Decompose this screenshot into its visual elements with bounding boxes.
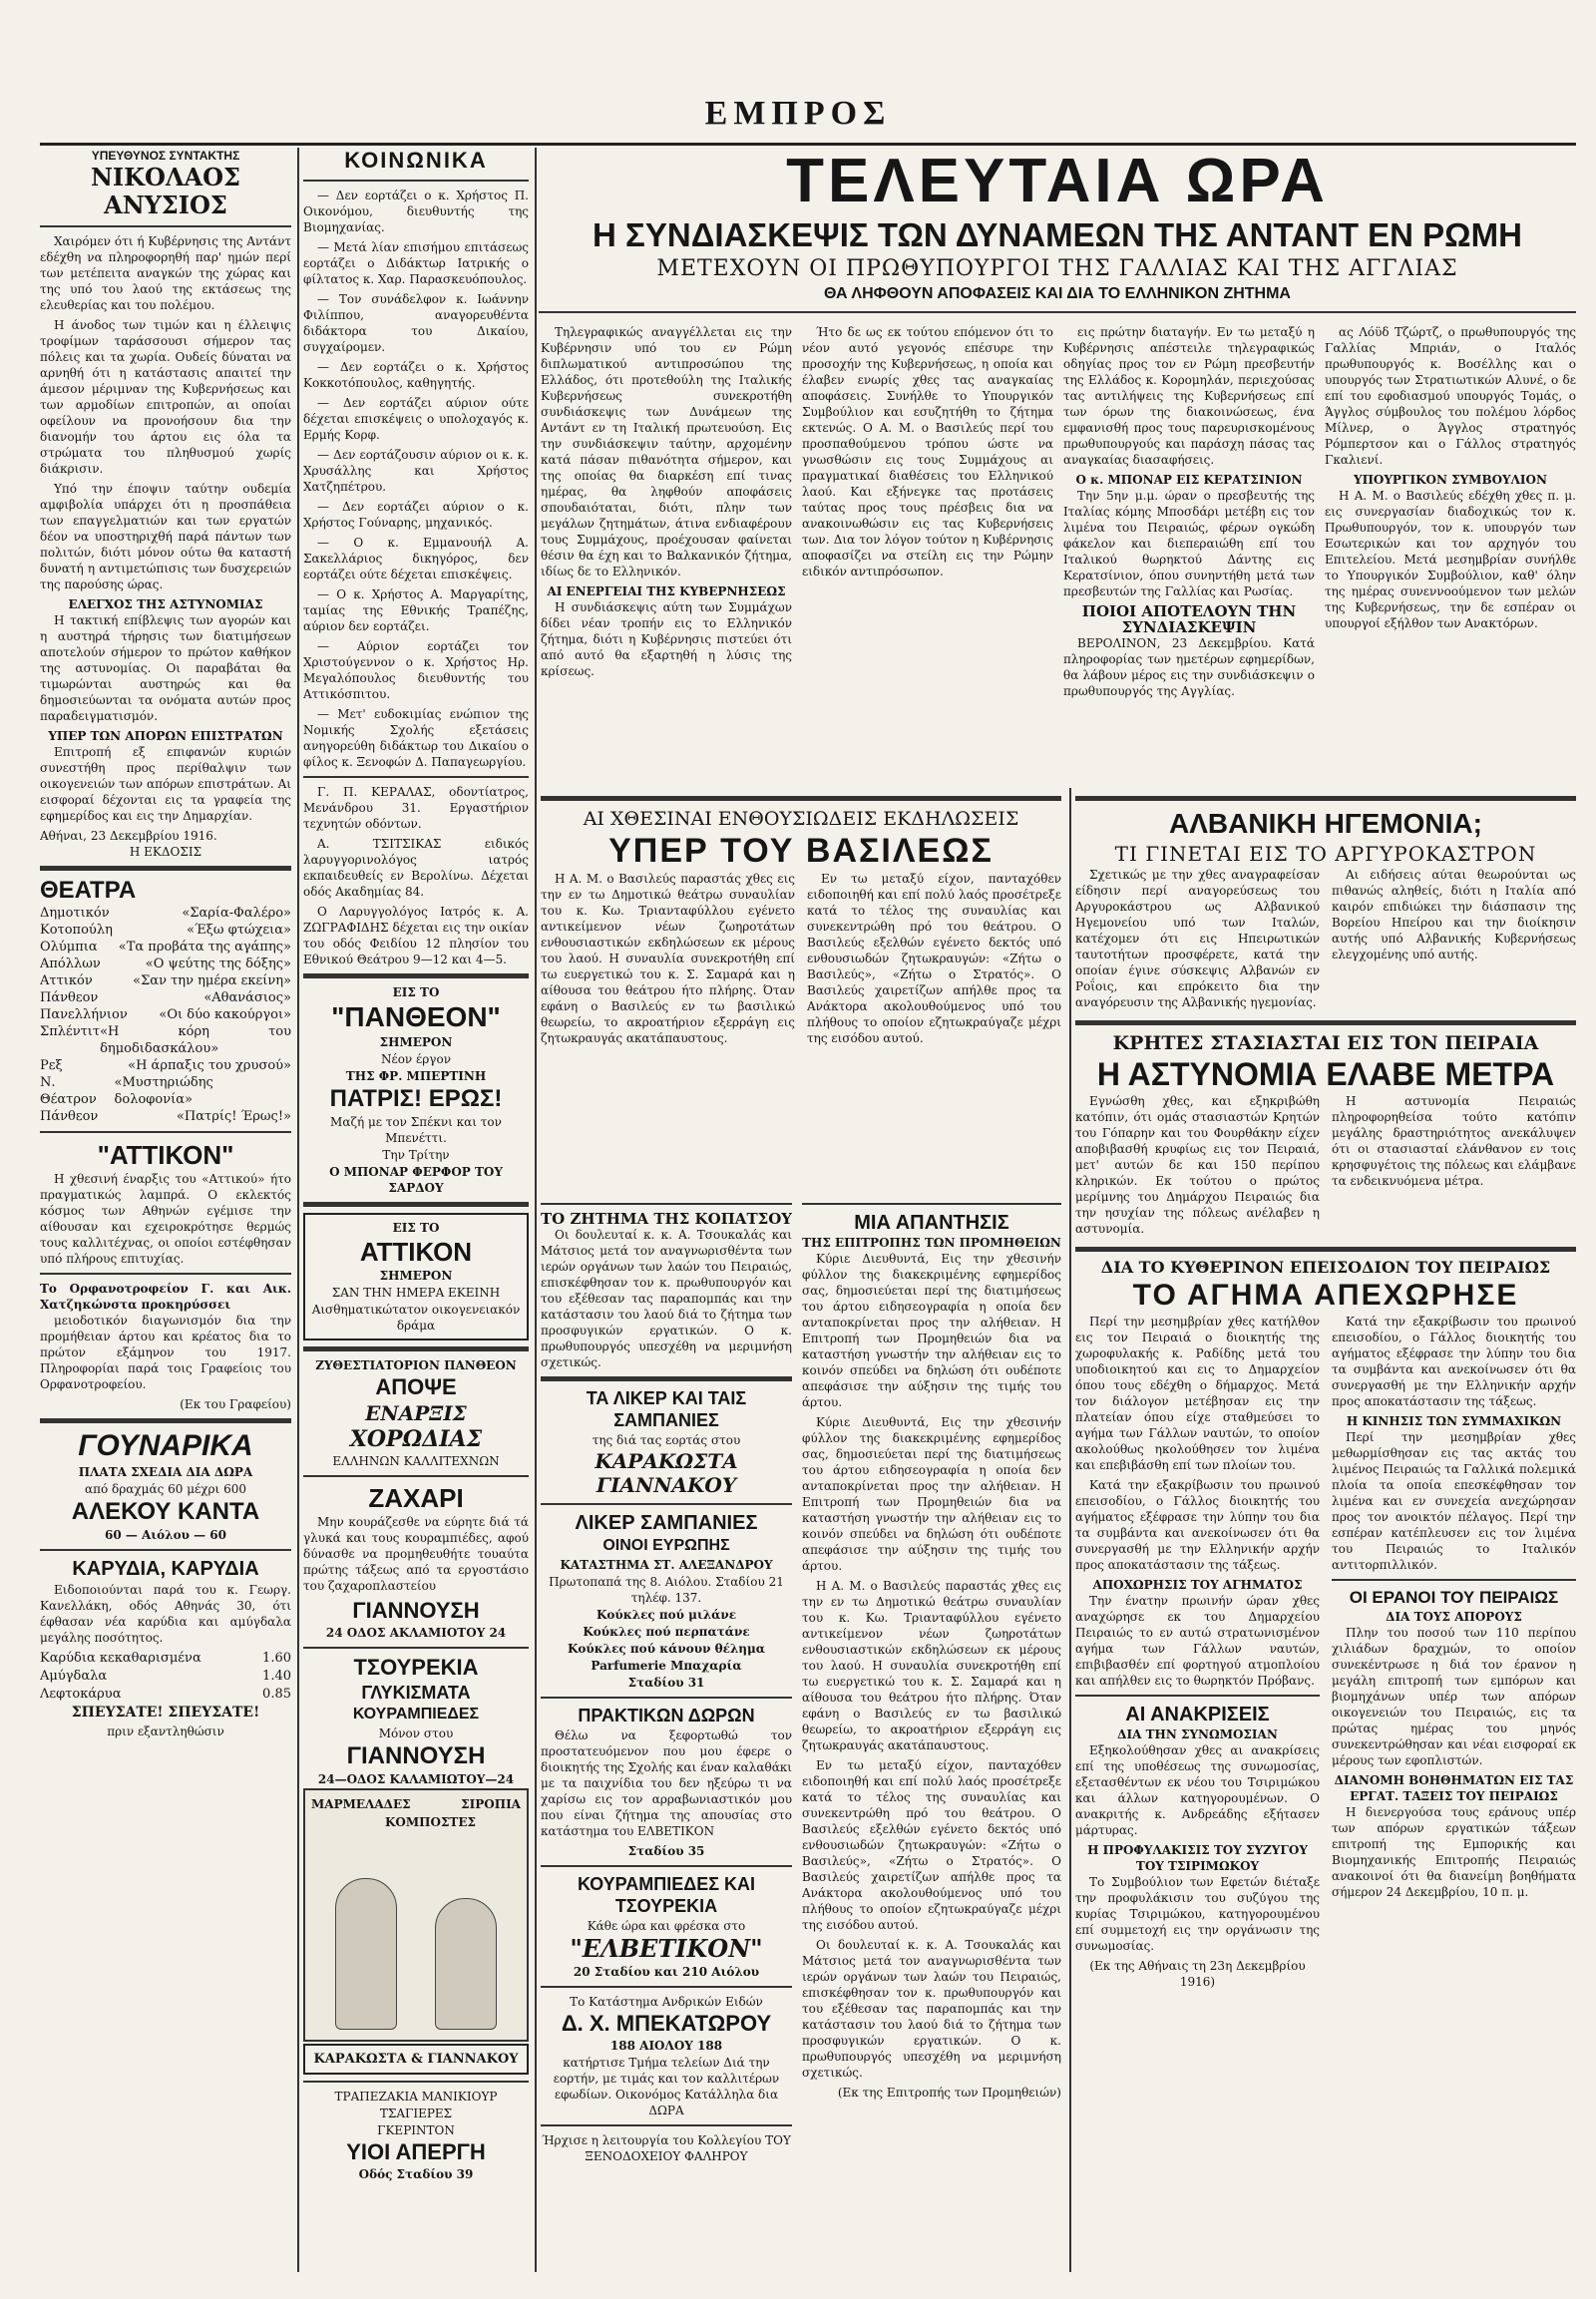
social-entry: — Δεν εορτάζει ο κ. Χρήστος Π. Οικονόμου, διευθυντής της Βιομηχανίας.: [303, 189, 529, 234]
masthead: [0, 95, 1596, 143]
store-line: Κούκλες πού μιλάνε: [596, 1608, 737, 1622]
theatre-name: Αττικόν: [40, 973, 93, 988]
ad-walnuts: [40, 1557, 291, 1739]
paragraph: Περί την μεσημβρίαν χθες κατήλθον εις τον Πειραιά ο διοικητής της χωροφυλακής κ. Ραδίδης μετά του υποδιοικητού και εις το Δημαρχείον όπου τους εδέχθη ο δήμαρχος. Μετά τον διάλογον μετέβησαν εις την πλατείαν όπου είχε σταθμεύσει το αγήμα των Γάλλων ναυτών, το οποίον ακολούθως ηκολούθησεν τον λιμένα και επεβιβάσθη επί των πλοίων του.: [1075, 1315, 1320, 1472]
column-rule: [297, 148, 299, 2272]
cretans-headline: Η ΑΣΤΥΝΟΜΙΑ ΕΛΑΒΕ ΜΕΤΡΑ: [1096, 1056, 1555, 1092]
banner-subhead2: ΘΑ ΛΗΦΘΟΥΝ ΑΠΟΦΑΣΕΙΣ ΚΑΙ ΔΙΑ ΤΟ ΕΛΛΗΝΙΚΟΝ ΖΗΤΗΜΑ: [824, 285, 1291, 302]
price-item: Αμύγδαλα: [40, 1669, 108, 1684]
divider: [303, 180, 529, 182]
paragraph: Η Α. Μ. ο Βασιλεύς εδέχθη χθες π. μ. εις συνεργασίαν διαδοχικώς τον κ. Πρωθυπουργόν, τον κ. υπουργόν των Εσωτερικών και τον αρχηγόν του Επιτελείου. Μετά μεσημβρίαν συνήλθε το Υπουργικόν Συμβούλιον, καθ' όλην της ημέρας συνεννοούμενον των μελών της Κυβερνήσεως, την δε εσπέραν οι υπουργοί εξήλθον των Ανακτόρων.: [1325, 489, 1576, 630]
ad-gifts: [541, 1705, 792, 1859]
theatre-play: «Η άρπαξις του χρυσού»: [128, 1058, 291, 1073]
paragraph: Η αστυνομία Πειραιώς πληροφορηθείσα τούτο κατόπιν μεγάλης δραστηριότητος ανεκάλυψεν ότι οι στασιασταί ελάνθανον εν τοις κρησφυγέτοις της πόλεως και ελάμβανε τα ενδεικνυόμενα μέτρα.: [1332, 1094, 1576, 1188]
ad-last: Ο ΜΠΟΝΑΡ ΦΕΡΦΟΡ ΤΟΥ ΣΑΡΔΟΥ: [329, 1165, 503, 1195]
paragraph: εις πρώτην διαταγήν. Εν τω μεταξύ η Κυβέρνησις απέστειλε τηλεγραφικώς οδηγίας προς τον εν Ρώμη πρεσβευτήν της Ελλάδος κ. Κορομηλάν, περιεχούσας τας αντιλήψεις της Κυβερνήσεως επί των όρων της διακοινώσεως, ένα εμφανισθή προς τους παρευρισκομένους πρωθυπουργούς και παράσχη πάσας τας αναγκαίας διασαφήσεις.: [1063, 325, 1315, 467]
paragraph: Θέλω να ξεφορτωθώ τον προστατευόμενον που μου έφερε ο διοικητής της Σχολής και έναν καλαθάκι με τα παιχνίδια του δεν ηξεύρω τι να χαρίσω εις τον αρραβωνιαστικόν μου που είναι ζήτημα της απουσίας στο κατάστημα του ΕΛΒΕΤΙΚΟΝ: [541, 1728, 792, 1838]
paragraph: Η Α. Μ. ο Βασιλεύς παραστάς χθες εις την εν τω Δημοτικώ θεάτρω συναυλίαν του κ. Κω. Τριανταφύλλου εγένετο αντικείμενον νέων ζωηροτάτων ενθουσιαστικών εκδηλώσεων εκ μέρους του λαού. Η συναυλία συνεκροτήθη επί τω ευεργετικώ του κ. Σ. Σαμαρά και η αίθουσα του θεάτρου ήτο πλήρης. Όταν εφάνη ο Βασιλεύς εν τω βασιλικώ θεωρείω, το ακροατήριον εξερράγη εις ζητωκραυγάς ακατάπαυστους.: [541, 872, 795, 1045]
ad-sugar-title: ΖΑΧΑΡΙ: [368, 1483, 464, 1513]
ad-store-addr: Πρωτοπαπά της 8. Αιόλου. Σταδίου 21 τηλέφ. 137.: [549, 1575, 784, 1605]
ad-author: ΤΗΣ ΦΡ. ΜΠΕΡΤΙΝΗ: [345, 1069, 487, 1083]
ad-elvetikon-name: "ΕΛΒΕΤΙΚΟΝ": [570, 1934, 763, 1963]
paragraph: Εν τω μεταξύ είχον, πανταχόθεν ειδοποιηθή και επί πολύ λαός προσέτρεξε κατά το τέλος της συναυλίας και συνεκεντρώθη πρό του θεάτρου. Ο Βασιλεύς εξελθών εγένετο δεκτός υπό ενθουσιωδών ζητωκραυγών: «Ζήτω ο Βασιλεύς», «Ζήτω ο Στρατός». Ο Βασιλεύς χαιρετίζων απήλθε προς τα Ανάκτορα ακολουθούμενος υπό του πλήθους το οποίον εζητωκραύγαζε μέχρι της εισόδου αυτού.: [807, 872, 1061, 1045]
signoff: Η ΕΚΔΟΣΙΣ: [129, 845, 202, 859]
ad-pre: ΕΙΣ ΤΟ: [392, 1221, 440, 1235]
ad-furs-title: ΓΟΥΝΑΡΙΚΑ: [78, 1429, 253, 1462]
column-right: [1075, 790, 1576, 2272]
eranoi-title: ΟΙ ΕΡΑΝΟΙ ΤΟΥ ΠΕΙΡΑΙΩΣ: [1349, 1588, 1559, 1607]
paragraph: Εξηκολούθησαν χθες αι ανακρίσεις επί της υποθέσεως της συνωμοσίας, εξετασθέντων εκ νέου του Τσιριμώκου και άλλων κατηγορουμένων. Ο ανακριτής κ. Ανδρεάδης εξήτασεν μάρτυρας.: [1075, 1743, 1320, 1837]
social-entry: — Δεν εορτάζει αύριον ο κ. Χρήστος Γούναρης, μηχανικός.: [303, 500, 529, 530]
theatre-name: Πανελλήνιον: [40, 1007, 128, 1022]
paragraph: Αι ειδήσεις αύται θεωρούνται ως πιθανώς αληθείς, διότι η Ιταλία από καιρόν επιδιώκει την διάσπασιν της Βορείου Ηπείρου και την διοίκησιν αυτής υπό Αλβανικής Κυβερνήσεως ελεγχομένης υπό αυτής.: [1332, 868, 1576, 961]
theatre-row: [40, 905, 291, 922]
column-rule: [1069, 788, 1071, 2272]
theatre-row: [40, 1057, 291, 1074]
divider: [303, 776, 529, 778]
ad-bek-pre: Το Κατάστημα Ανδρικών Ειδών: [570, 1995, 763, 2009]
theatre-row: [40, 939, 291, 956]
ad-addr: Οδός Σταδίου 39: [358, 2167, 474, 2181]
theatre-play: «Σαρία-Φαλέρο»: [182, 906, 291, 921]
article-king-title: ΑΙ ΧΘΕΣΙΝΑΙ ΕΝΘΟΥΣΙΩΔΕΙΣ ΕΚΔΗΛΩΣΕΙΣ: [583, 808, 1019, 830]
social-entry: — Ο κ. Χρήστος Α. Μαργαρίτης, ταμίας της Εθνικής Τραπέζης, αύριον δεν εορτάζει.: [303, 587, 529, 633]
paragraph: κατήρτισε Τμήμα τελείων Διά την εορτήν, με τιμάς και τον καλλιτέρων εφωδίων. Οικονόμος Κατάλληλα δια ΔΩΡΑ: [553, 2056, 780, 2117]
ad-kourampiedes: ΚΟΥΡΑΜΠΙΕΔΕΣ: [352, 1706, 480, 1723]
attikon-heading: "ΑΤΤΙΚΟΝ": [97, 1140, 234, 1170]
ad-liker: [541, 1387, 792, 1497]
ad-furs-price: από δραχμάς 60 μέχρι 600: [85, 1482, 246, 1496]
date-line: Αθήναι, 23 Δεκεμβρίου 1916.: [40, 829, 217, 843]
banner: [539, 148, 1576, 319]
column-rule: [535, 148, 537, 2272]
ill-label: ΜΑΡΜΕΛΑΔΕΣ: [311, 1797, 411, 1811]
paragraph: Η συνδιάσκεψις αύτη των Συμμάχων δίδει νέαν τροπήν εις το Ελληνικόν ζήτημα, διότι η Κυβέρνησις πιστεύει ότι από αυτό θα εξαρτηθή η λύσις της κρίσεως.: [541, 600, 792, 678]
ad-walnuts-title: ΚΑΡΥΔΙΑ, ΚΑΡΥΔΙΑ: [72, 1558, 259, 1580]
ad-pre: ΕΙΣ ΤΟ: [392, 985, 440, 999]
paragraph: Περί την μεσημβρίαν χθες μεθωρμίσθησαν εις τας ακτάς του λιμένος Πειραιώς τα Γαλλικά πολεμικά πλοία τα οποία επεσκέφθησαν τον λιμένα και εν συνεχεία ανεχώρησαν προς τον ανοικτόν πέλαγος. Περί την εσπέραν κατέπλευσεν εις τον λιμένα του Πειραιώς το Ιταλικόν αντιτορπιλλικόν.: [1332, 1430, 1576, 1572]
subhead: ΥΠΟΥΡΓΙΚΟΝ ΣΥΜΒΟΥΛΙΟΝ: [1354, 473, 1547, 487]
ad-pantheon: [303, 984, 529, 1196]
subhead: ΠΟΙΟΙ ΑΠΟΤΕΛΟΥΝ ΤΗΝ ΣΥΝΔΙΑΣΚΕΨΙΝ: [1081, 602, 1297, 636]
store-line: Σταδίου 31: [627, 1676, 705, 1690]
ad-addr: 20 Σταδίου και 210 Αιόλου: [573, 1965, 760, 1979]
editor-name: ΝΙΚΟΛΑΟΣ ΑΝΥΣΙΟΣ: [90, 163, 241, 219]
paragraph: Η χθεσινή έναρξις του «Αττικού» ήτο πραγματικώς λαμπρά. Ο εκλεκτός κόσμος των Αθηνών εγέμισε την αίθουσαν και εχειροκρότησε θερμώς τους καλλιτέχνας, οι οποίοι εστέφθησαν υπό πλήρους επιτυχίας.: [40, 1172, 291, 1266]
divider: [1075, 1020, 1576, 1025]
column-reply: [802, 1197, 1061, 2272]
incident-title: ΔΙΑ ΤΟ ΚΥΘΕΡΙΝΟΝ ΕΠΕΙΣΟΔΙΟΝ ΤΟΥ ΠΕΙΡΑΙΩΣ: [1100, 1258, 1551, 1277]
theatre-name: Πάνθεον: [40, 990, 99, 1005]
store-line: Κούκλες πού κάνουν θέλημα: [567, 1642, 766, 1656]
top-article-col4: [1325, 324, 1576, 783]
social-entry: — Μετ' ευδοκιμίας ενώπιον της Νομικής Σχολής εξετάσεις ανηγορεύθη διδάκτωρ του Δικαίου ο φίλος κ. Ξενοφών Δ. Παπαγεωργίου.: [303, 707, 529, 769]
incident-headline: ΤΟ ΑΓΗΜΑ ΑΠΕΧΩΡΗΣΕ: [1132, 1279, 1519, 1312]
ad-addr: 24 ΟΔΟΣ ΑΚΛΑΜΙΟΤΟΥ 24: [325, 1626, 507, 1640]
divider: [541, 1503, 792, 1505]
social-entry: — Αύριον εορτάζει τον Χριστούγεννον ο κ. Χρήστος Ηρ. Μεγαλόπουλος διευθυντής του Αττικόσπιτου.: [303, 639, 529, 701]
paragraph: Πλην του ποσού των 110 περίπου χιλιάδων δραχμών, το οποίον συνεκέντρωσε η διά τον έρανον η μεγάλη επιτροπή των εμπόρων και βιομηχάνων υπέρ των απόρων οικογενειών του Πειραιώς, εις τα πρώτας ημέρας του μηνός συνεκεντρώθησαν και νέαι εισφοραί εκ μέρους των εφοπλιστών.: [1332, 1626, 1576, 1767]
subhead: Ο κ. ΜΠΟΝΑΡ ΕΙΣ ΚΕΡΑΤΣΙΝΙΟΝ: [1075, 473, 1303, 487]
ad-walnuts-foot: ΣΠΕΥΣΑΤΕ! ΣΠΕΥΣΑΤΕ!: [71, 1705, 260, 1721]
ad-attikon-title: ΑΤΤΙΚΟΝ: [359, 1237, 473, 1267]
subhead: Η ΠΡΟΦΥΛΑΚΙΣΙΣ ΤΟΥ ΣΥΖΥΓΟΥ ΤΟΥ ΤΣΙΡΙΜΩΚΟΥ: [1087, 1843, 1308, 1873]
theatre-play: «Μυστηριώδης δολοφονία»: [114, 1075, 213, 1107]
theatre-row: [40, 1006, 291, 1023]
divider: [541, 1376, 792, 1381]
divider: [541, 1986, 792, 1988]
signoff: (Εκ του Γραφείου): [180, 1397, 291, 1411]
store-line: Parfumerie Μπαχαρία: [591, 1659, 742, 1673]
price-row: [40, 1668, 291, 1685]
theatre-play: «Ο ψεύτης της δόξης»: [145, 957, 291, 971]
divider: [303, 973, 529, 978]
divider: [802, 1203, 1061, 1205]
ad-giannousi: ΓΙΑΝΝΟΥΣΗ: [346, 1742, 486, 1769]
ad-doctor: Α. ΤΣΙΤΣΙΚΑΣ ειδικός λαρυγγορινολόγος ιατρός εκπαιδευθείς εν Βερολίνω. Δέχεται οδός Ακαδημίας 84.: [303, 837, 529, 899]
social-entry: — Ο κ. Εμμανουήλ Α. Σακελλάριος δικηγόρος, δεν εορτάζει ούτε δέχεται επισκέψεις.: [303, 536, 529, 581]
masthead-rule: [40, 143, 1576, 146]
column-editor: [40, 148, 291, 2272]
paragraph: Η άνοδος των τιμών και η έλλειψις τροφίμων ταράσσουσι σήμερον τας πόλεις και τα χωρία. Ουδείς δύναται να αρνηθή ότι η κατάστασις απαιτεί την άμεσον μέριμναν της Κυβερνήσεως και των αρμοδίων επιτροπών, αι οποίαι οφείλουν να προνοήσουν δια την διανομήν του άρτου εις όλα τα στρώματα του πληθυσμού χωρίς διάκρισιν.: [40, 318, 291, 476]
ad-store-name: ΚΑΤΑΣΤΗΜΑ ΣΤ. ΑΛΕΞΑΝΔΡΟΥ: [560, 1558, 773, 1572]
masthead-title: ΕΜΠΡΟΣ: [704, 95, 892, 132]
albania-title: ΑΛΒΑΝΙΚΗ ΗΓΕΜΟΝΙΑ;: [1169, 808, 1482, 839]
theatre-name: Απόλλων: [40, 957, 101, 971]
top-article-col3: [1063, 324, 1315, 783]
social-entry: — Τον συνάδελφον κ. Ιωάννην Φιλίππου, αναγορευθέντα διδάκτορα του Δικαίου, συγχαίρομεν.: [303, 292, 529, 354]
paragraph: ΒΕΡΟΛΙΝΟΝ, 23 Δεκεμβρίου. Κατά πληροφορίας των ημετέρων εφημερίδων, θα λάβουν μέρος εις την συνδιάσκεψιν ο πρωθυπουργός της Αγγλίας.: [1063, 636, 1315, 698]
ad-addr: 24—ΟΔΟΣ ΚΑΛΑΜΙΩΤΟΥ—24: [317, 1772, 515, 1786]
divider: [40, 1273, 291, 1275]
paragraph: Τηλεγραφικώς αναγγέλλεται εις την Κυβέρνησιν υπό του εν Ρώμη διπλωματικού αντιπροσώπου της Ελλάδος, ότι προτεθούλη της Ιταλικής Κυβερνήσεως συνεκροτήθη συνδιάσκεψις των Δυνάμεων της Αντάντ εν τη Ιταλική πρωτευούση. Εις την συνδιάσκεψιν ταύτην, αρχομένην κατά πάσαν πιθανότητα σήμερον, και της οποίας θα διαρκέση επί τινας ημέρας, θα ληφθούν αποφάσεις σπουδαιόταται, διότι, πλην των μεγάλων ζητημάτων, άτινα ενδιαφέρουν τους Συμμάχους, προέχουσαν φαίνεται θέσιν θα έχη και το Βαλκανικόν ζήτημα, ιδίως δε το Ελληνικόν.: [541, 325, 792, 578]
theatre-play: «Σαν την ημέρα εκείνη»: [133, 973, 291, 988]
divider: [541, 2124, 792, 2126]
paragraph: Η τακτική επίβλεψις των αγορών και η αυστηρά τήρησις των διατιμήσεων αποτελούν σήμερον το πρώτον καθήκον της αστυνομίας. Οι παραβάται θα τιμωρώνται αυστηρώς και θα δημοσιεύωνται τα ονόματα αυτών προς παραδειγματισμόν.: [40, 613, 291, 723]
intro-paragraph: Χαιρόμεν ότι ή Κυβέρνησις της Αντάντ εδέχθη να πληροφορηθή παρ' ημών περί των μετέπειτα αναγκών της χώρας και της υπό του λαού της εκτάσεως της ελευθερίας και του πολέμου.: [40, 234, 291, 312]
top-article-col1: [541, 324, 792, 783]
banner-headline: Η ΣΥΝΔΙΑΣΚΕΨΙΣ ΤΩΝ ΔΥΝΑΜΕΩΝ ΤΗΣ ΑΝΤΑΝΤ ΕΝ ΡΩΜΗ: [593, 216, 1522, 253]
signoff: (Εκ της Επιτροπής των Προμηθειών): [837, 2086, 1061, 2100]
ad-elvetikon: [541, 1873, 792, 1980]
paragraph: Ήτο δε ως εκ τούτου επόμενον ότι το νέον αυτό γεγονός επέσυρε την προσοχήν της Κυβερνήσεως, η οποία και έλαβεν ενωρίς χθες τας αναγκαίας αποφάσεις. Συνήλθε το Υπουργικόν Συμβούλιον και εσυζητήθη το ζήτημα εκτενώς. Ο Α. Μ. ο Βασιλεύς περί του προσπαθούμενου τρόπου ώστε να γνωσθώσιν εις τους Συμμάχους αι πραγματικαί διαθέσεις του Ελληνικού λαού. Και εξήνεγκε τας προτάσεις ταύτας προς τους πρέσβεις δια να ανακοινωθώσιν εις τας Κυβερνήσεις των. Δια τον λόγον τούτον η Κυβέρνησις αποφασίζει να στείλη εις την Ρώμην ειδικόν αντιπρόσωπον.: [802, 325, 1053, 578]
ad-bekatorou: [541, 1994, 792, 2118]
theatre-play: «Τα προβάτα της αγάπης»: [118, 940, 291, 955]
ad-brewery-name: ΖΥΘΕΣΤΙΑΤΟΡΙΟΝ ΠΑΝΘΕΟΝ: [315, 1358, 517, 1372]
inv-sub: ΔΙΑ ΤΗΝ ΣΥΝΩΜΟΣΙΑΝ: [1117, 1727, 1278, 1741]
paragraph: Η Α. Μ. ο Βασιλεύς παραστάς χθες εις την εν τω Δημοτικώ θεάτρω συναυλίαν του κ. Κω. Τριανταφύλλου εγένετο αντικείμενον νέων ζωηροτάτων ενθουσιαστικών εκδηλώσεων εκ μέρους του λαού. Η συναυλία συνεκροτήθη επί τω ευεργετικώ του κ. Σ. Σαμαρά και η αίθουσα του θεάτρου ήτο πλήρης. Όταν εφάνη ο Βασιλεύς εν τω βασιλικώ θεωρείω, το ακροατήριον εξερράγη εις ζητωκραυγάς ακατάπαυστους.: [802, 1579, 1061, 1752]
price-row: [40, 1650, 291, 1667]
store-lines: [541, 1607, 792, 1691]
theatre-play: «Η κόρη του δημοδιδασκάλου»: [100, 1024, 291, 1056]
ad-cast: Μαζή με τον Σπέκνι και τον Μπενέττι.: [330, 1115, 502, 1145]
ad-new: Νέον έργον: [380, 1052, 451, 1066]
article-king-headline: ΥΠΕΡ ΤΟΥ ΒΑΣΙΛΕΩΣ: [608, 832, 994, 870]
divider: [303, 2081, 529, 2083]
ad-today: ΣΗΜΕΡΟΝ: [379, 1269, 453, 1283]
ad-play: ΠΑΤΡΙΣ! ΕΡΩΣ!: [329, 1085, 503, 1112]
ad-furs-sub: ΠΛΑΤΑ ΣΧΕΔΙΑ ΔΙΑ ΔΩΡΑ: [78, 1465, 253, 1479]
ad-start: ΕΝΑΡΞΙΣ: [365, 1401, 467, 1425]
social-entry: — Δεν εορτάζουσιν αύριον οι κ. κ. Χρυσάλλης και Χρήστος Χατζηπέτρου.: [303, 448, 529, 494]
subhead: ΔΙΑΝΟΜΗ ΒΟΗΘΗΜΑΤΩΝ ΕΙΣ ΤΑΣ ΕΡΓΑΤ. ΤΑΞΕΙΣ ΤΟΥ ΠΕΙΡΑΙΩΣ: [1334, 1773, 1574, 1803]
price-item: Καρύδια κεκαθαρισμένα: [40, 1651, 201, 1666]
social-entry: — Δεν εορτάζει ο κ. Χρήστος Κοκκοτόπουλος, καθηγητής.: [303, 360, 529, 390]
ad-addr: 188 ΑΙΟΛΟΥ 188: [609, 2039, 723, 2053]
theatre-name: Κοτοπούλη: [40, 923, 113, 938]
reply-sub: ΤΗΣ ΕΠΙΤΡΟΠΗΣ ΤΩΝ ΠΡΟΜΗΘΕΙΩΝ: [802, 1236, 1061, 1250]
ad-apergi: [303, 2089, 529, 2182]
social-list: [303, 188, 529, 770]
theatre-row: [40, 1023, 291, 1057]
editor-label: ΥΠΕΥΘΥΝΟΣ ΣΥΝΤΑΚΤΗΣ: [91, 149, 240, 163]
theatre-name: Σπλέντιτ: [40, 1024, 101, 1039]
ad-tonight: ΑΠΟΨΕ: [375, 1374, 457, 1399]
divider: [40, 1418, 291, 1423]
ad-today: ΣΗΜΕΡΟΝ: [379, 1035, 453, 1049]
paragraph: Την 5ην μ.μ. ώραν ο πρεσβευτής της Ιταλίας κόμης Μποσδάρι μετέβη εις τον λιμένα του Πειραιώς, φέρων ογκώδη φάκελον και διεπεραιώθη επί του Ιταλικού θωρηκτού Δάντης εις Κερατσίνιον, όπου συνηντήθη μετά των πρεσβευτών της Γαλλίας και Ρωσίας.: [1063, 489, 1315, 598]
paragraph: Επιτροπή εξ επιφανών κυριών συνεστήθη προς περίθαλψιν των οικογενειών των απόρων επιστράτων. Αι εισφοραί δέχονται εις τα γραφεία της εφημερίδος και εις την Δημαρχίαν.: [40, 745, 291, 823]
theatre-row: [40, 1108, 291, 1125]
ad-walnuts-foot2: πριν εξαντληθώσιν: [107, 1724, 224, 1738]
theatre-name: Ν. Θέατρον: [40, 1075, 97, 1107]
subhead: Η ΚΙΝΗΣΙΣ ΤΩΝ ΣΥΜΜΑΧΙΚΩΝ: [1346, 1414, 1562, 1428]
ill-caption: ΚΑΡΑΚΩΣΤΑ & ΓΙΑΝΝΑΚΟΥ: [303, 2044, 529, 2075]
article-king: [541, 790, 1061, 1189]
divider: [541, 1697, 792, 1699]
ad-dentist: Γ. Π. ΚΕΡΑΛΑΣ, οδοντίατρος, Μενάνδρου 31. Εργαστήριον τεχνητών οδόντων.: [303, 785, 529, 831]
theatre-play: «Αθανάσιος»: [203, 990, 291, 1005]
ad-karakosta: ΚΑΡΑΚΩΣΤΑ ΓΙΑΝΝΑΚΟΥ: [595, 1449, 738, 1497]
social-entry: — Δεν εορτάζει αύριον ούτε δέχεται επισκέψεις ο υπολοχαγός κ. Ερμής Κορφ.: [303, 396, 529, 442]
ad-liker-sub: της διά τας εορτάς στου: [592, 1433, 741, 1447]
paragraph: Εν τω μεταξύ είχον, πανταχόθεν ειδοποιηθή και επί πολύ λαός προσέτρεξε κατά το τέλος της συναυλίας και συνεκεντρώθη πρό του θεάτρου. Ο Βασιλεύς εξελθών εγένετο δεκτός υπό ενθουσιωδών ζητωκραυγών: «Ζήτω ο Βασιλεύς», «Ζήτω ο Στρατός». Ο Βασιλεύς χαιρετίζων απήλθε προς τα Ανάκτορα ακολουθούμενος υπό του πλήθους το οποίον εζητωκραύγαζε μέχρι της εισόδου αυτού.: [802, 1758, 1061, 1932]
ad-store-title: ΛΙΚΕΡ ΣΑΜΠΑΝΙΕΣ: [575, 1512, 758, 1534]
subhead: ΑΙ ΕΝΕΡΓΕΙΑΙ ΤΗΣ ΚΥΒΕΡΝΗΣΕΩΣ: [547, 584, 786, 598]
divider: [1075, 1247, 1576, 1252]
ad-tsoureki-title: ΤΣΟΥΡΕΚΙΑ: [353, 1655, 479, 1680]
paragraph: Ειδοποιούνται παρά του κ. Γεωργ. Κανελλάκη, οδός Αθηνάς 30, ότι έφθασαν νέα καρύδια και αμύγδαλα μεγάλης ποσότητος.: [40, 1583, 291, 1645]
divider: [303, 1475, 529, 1477]
social-entry: — Μετά λίαν επισήμου επιτάσεως εορτάζει ο Διδάκτωρ Ιατρικής ο φίλτατος κ. Χαρ. Παρασκευόπουλος.: [303, 240, 529, 286]
paragraph: Σχετικώς με την χθες αναγραφείσαν είδησιν περί αναγορεύσεως του Αργυροκάστρου ως Αλβανικού Ηγεμονείου υπό των Ιταλών, κατέχομεν ότι εις Ηπειρωτικών ταυτοτήτων προσφέρετε, κατά την οποίαν έγινε σύσκεψις Αλβανών εν Ροΐοις, και επρόκειτο δια την αναγόρευσιν της Αλβανικής ηγεμονίας.: [1075, 868, 1320, 1009]
ad-line: ΓΚΕΡΙΝΤΟΝ: [377, 2123, 455, 2137]
theatre-row: [40, 922, 291, 939]
store-line: Κούκλες πού περπατάνε: [583, 1625, 750, 1639]
ad-line: ΤΡΑΠΕΖΑΚΙΑ ΜΑΝΙΚΙΟΥΡ: [334, 2090, 498, 2104]
price-row: [40, 1686, 291, 1703]
ad-store: [541, 1511, 792, 1691]
theatre-row: [40, 972, 291, 989]
paragraph: ας Λόϋδ Τζώρτζ, ο πρωθυπουργός της Γαλλίας Μπριάν, ο Ιταλός πρωθυπουργός κ. Βοσέλλης και ο υπουργός των Στρατιωτικών Αλυνέ, ο δε επί του εφοδιασμού υπουργός Τομάς, ο Άγγλος σύμβουλος του πολέμου λόρδος Μίλνερ, ο Άγγλος στρατηγός Ρόμπερτσον και ο Γάλλος στρατηγός Γκαλιενί.: [1325, 325, 1576, 467]
child-figure: [435, 1898, 497, 2030]
divider: [40, 225, 291, 227]
theatre-row: [40, 989, 291, 1006]
banner-subhead: ΜΕΤΕΧΟΥΝ ΟΙ ΠΡΩΘΥΠΟΥΡΓΟΙ ΤΗΣ ΓΑΛΛΙΑΣ ΚΑΙ ΤΗΣ ΑΓΓΛΙΑΣ: [656, 256, 1458, 281]
ad-giannousi: ΓΙΑΝΝΟΥΣΗ: [352, 1598, 480, 1623]
price-value: 1.40: [262, 1669, 291, 1684]
column-mid-left: [541, 1197, 792, 2272]
theatre-name: Πάνθεον: [40, 1109, 99, 1124]
paragraph: Μην κουράζεσθε να εύρητε διά τά γλυκά και τους κουραμπιέδες, αφού δύνασθε να προμηθευθήτε τουαύτα πρώτης τάξεως από τα εργοστάσιο του ζαχαροπλαστείου: [303, 1515, 529, 1593]
ad-only: Μόνον στου: [378, 1726, 454, 1740]
child-figure: [335, 1878, 397, 2030]
ad-furs-addr: 60 — Αιόλου — 60: [105, 1528, 226, 1542]
divider: [1332, 1579, 1576, 1581]
divider: [541, 1865, 792, 1867]
albania-sub: ΤΙ ΓΙΝΕΤΑΙ ΕΙΣ ΤΟ ΑΡΓΥΡΟΚΑΣΤΡΟΝ: [1114, 842, 1537, 866]
ill-label: ΚΟΜΠΟΣΤΕΣ: [385, 1815, 476, 1829]
ad-liker-title: ΤΑ ΛΙΚΕΡ ΚΑΙ ΤΑΙΣ ΣΑΜΠΑΝΙΕΣ: [586, 1388, 747, 1430]
paragraph: Κύριε Διευθυντά, Εις την χθεσινήν φύλλον της διακεκριμένης εφημερίδος σας, δημοσιεύεται περί της διατιμήσεως του άρτου ειδησεογραφία η οποία δεν ανταποκρίνεται προς την αλήθειαν. Η Επιτροπή των Προμηθειών δια να καταστήση γνωστήν την αλήθειαν εις το κοινόν σπεύδει να δηλώση ότι ουδέποτε απεφάσισε την αύξησιν της τιμής του άρτου.: [802, 1415, 1061, 1573]
paragraph: Κύριε Διευθυντά, Εις την χθεσινήν φύλλον της διακεκριμένης εφημερίδος σας, δημοσιεύεται περί της διατιμήσεως του άρτου ειδησεογραφία η οποία δεν ανταποκρίνεται προς την αλήθειαν. Η Επιτροπή των Προμηθειών δια να καταστήση γνωστήν την αλήθειαν εις το κοινόν σπεύδει να δηλώση ότι ουδέποτε απεφάσισε την αύξησιν της τιμής του άρτου.: [802, 1252, 1061, 1409]
theatre-name: Δημοτικόν: [40, 906, 110, 921]
price-value: 0.85: [262, 1687, 291, 1702]
top-article-col2: [802, 324, 1053, 783]
divider: [303, 1202, 529, 1207]
price-item: Λεφτοκάρυα: [40, 1687, 122, 1702]
paragraph: Την ένατην πρωινήν ώραν χθες αναχώρησε εκ του Δημαρχείου Πειραιώς το εν αυτώ στρατωνισμένον αγήμα των Γάλλων ναυτών, επιβιβασθέν επί φορτηγού ατμοπλοίου και απήλθεν εις το θωρηκτόν Πρόβανς.: [1075, 1594, 1320, 1688]
ad-college: Ήρχισε η λειτουργία του Κολλεγίου ΤΟΥ ΞΕΝΟΔΟΧΕΙΟΥ ΦΑΛΗΡΟΥ: [542, 2133, 791, 2163]
ad-choir: ΧΟΡΩΔΙΑΣ: [349, 1426, 483, 1452]
ad-kour-title: ΚΟΥΡΑΜΠΙΕΔΕΣ ΚΑΙ ΤΣΟΥΡΕΚΙΑ: [577, 1874, 756, 1916]
theatre-row: [40, 956, 291, 972]
subhead-reservists: ΥΠΕΡ ΤΩΝ ΑΠΟΡΩΝ ΕΠΙΣΤΡΑΤΩΝ: [48, 729, 283, 743]
ad-play: ΣΑΝ ΤΗΝ ΗΜΕΡΑ ΕΚΕΙΝΗ: [331, 1286, 501, 1300]
ad-note: Αισθηματικώτατον οικογενειακόν δράμα: [311, 1303, 521, 1333]
theatre-name: Ολύμπια: [40, 940, 98, 955]
divider: [541, 1203, 792, 1205]
social-title: ΚΟΙΝΩΝΙΚΑ: [344, 148, 488, 173]
reply-title: ΜΙΑ ΑΠΑΝΤΗΣΙΣ: [854, 1212, 1009, 1234]
illustration-children: [303, 1788, 529, 2042]
inv-title: ΑΙ ΑΝΑΚΡΙΣΕΙΣ: [1125, 1704, 1270, 1725]
orphanage-heading: Το Ορφανοτροφείον Γ. και Αικ. Χατζηκώνστα προκηρύσσει: [40, 1282, 291, 1312]
ill-label: ΣΙΡΟΠΙΑ: [461, 1797, 521, 1811]
paragraph: Υπό την έποψιν ταύτην ουδεμία αμφιβολία υπάρχει ότι η προσπάθεια των επαγγελματιών και των εργατών δέον να υποστηριχθή παρά πάντων των πολιτών, διότι μόνον ούτω θα καταστή δυνατή η αντιμετώπισις των δυσχερειών της παρούσης ώρας.: [40, 482, 291, 591]
divider: [541, 796, 1061, 801]
paragraph: Κατά την εξακρίβωσιν του πρωινού επεισοδίου, ο Γάλλος διοικητής του αγήματος εξέφρασε την λύπην του δια τα συμβάντα και ανεκοίνωσεν ότι θα συνεργασθή με την Ελληνικήν αρχήν προς αποκατάστασιν της τάξεως.: [1075, 1478, 1320, 1572]
ad-store-sub: ΟΙΝΟΙ ΕΥΡΩΠΗΣ: [602, 1537, 730, 1554]
paragraph: Το Συμβούλιον των Εφετών διέταξε την προφυλάκισιν του συζύγου της κυρίας Τσιριμώκου, κατηγορουμένου επί συμμετοχή εις την οργάνωσιν της συνωμοσίας.: [1075, 1875, 1320, 1953]
price-list: [40, 1650, 291, 1703]
ad-tue: Την Τρίτην: [382, 1148, 450, 1162]
ad-apergi-name: ΥΙΟΙ ΑΠΕΡΓΗ: [346, 2139, 486, 2164]
ad-furs-name: ΑΛΕΚΟΥ ΚΑΝΤΑ: [71, 1498, 260, 1525]
ad-tsoureki: [303, 1655, 529, 1787]
paragraph: Οι δουλευταί κ. κ. Α. Τσουκαλάς και Μάτσιος μετά τον αναγνωρισθέντα των ιερών οργάνων των λαών του Πειραιώς, επισκέφθησαν τον κ. πρωθυπουργόν και του εξέθεσαν τας παραπομπάς και την κατάστασιν του λαού διά το ζήτημα των προσφυγικών εργατικών. Ο κ. πρωθυπουργός υπεσχέθη να μεριμνήση σχετικώς.: [541, 1228, 792, 1369]
ad-doctor2: Ο Λαρυγγολόγος Ιατρός κ. Α. ΖΩΓΡΑΦΙΔΗΣ δέχεται εις την οικίαν του οδός Φειδίου 12 πλησίον του Εθνικού Θεάτρου 9—12 και 4—5.: [303, 905, 529, 966]
foot: (Εκ της Αθήναις τη 23η Δεκεμβρίου 1916): [1089, 1959, 1306, 1989]
ad-sugar: [303, 1483, 529, 1641]
ad-line: ΤΣΑΓΙΕΡΕΣ: [379, 2107, 453, 2120]
theatre-play: «Οι δύο κακούργοι»: [159, 1007, 291, 1022]
ad-bek-name: Δ. Χ. ΜΠΕΚΑΤΩΡΟΥ: [561, 2011, 772, 2036]
ad-pantheon-title: "ΠΑΝΘΕΟΝ": [331, 1001, 501, 1032]
theatre-name: Ρεξ: [40, 1058, 63, 1073]
kopatos-title: ΤΟ ΖΗΤΗΜΑ ΤΗΣ ΚΟΠΑΤΣΟΥ: [541, 1210, 792, 1228]
theatre-row: [40, 1074, 291, 1108]
divider: [539, 311, 1576, 313]
theatre-play: «Πατρίς! Έρως!»: [176, 1109, 291, 1124]
ad-attikon: [303, 1213, 529, 1341]
divider: [40, 866, 291, 871]
ad-furs: [40, 1429, 291, 1543]
ad-gifts-title: ΠΡΑΚΤΙΚΩΝ ΔΩΡΩΝ: [578, 1706, 755, 1725]
ad-addr: Σταδίου 35: [627, 1844, 705, 1858]
subhead: ΑΠΟΧΩΡΗΣΙΣ ΤΟΥ ΑΓΗΜΑΤΟΣ: [1092, 1578, 1303, 1592]
divider: [40, 1549, 291, 1551]
theatre-list: [40, 905, 291, 1125]
eranoi-sub: ΔΙΑ ΤΟΥΣ ΑΠΟΡΟΥΣ: [1386, 1610, 1522, 1624]
paragraph: Η διενεργούσα τους εράνους υπέρ των απόρων εργατικών τάξεων επιτροπή της Εμπορικής και Βιομηχανικής Επιτροπής Πειραιώς ανακοινοί ότι θα διανείμη βοηθήματα σήμερον 24 Δεκεμβρίου, 10 π. μ.: [1332, 1805, 1576, 1899]
divider: [1075, 796, 1576, 801]
divider: [303, 1346, 529, 1351]
ad-brewery: [303, 1357, 529, 1469]
price-value: 1.60: [262, 1651, 291, 1666]
cretans-title: ΚΡΗΤΕΣ ΣΤΑΣΙΑΣΤΑΙ ΕΙΣ ΤΟΝ ΠΕΙΡΑΙΑ: [1112, 1032, 1539, 1054]
theatre-play: «Έξω φτώχεια»: [187, 923, 291, 938]
column-social: [303, 148, 529, 2272]
divider: [303, 1647, 529, 1649]
ad-sweets: ΓΛΥΚΙΣΜΑΤΑ: [361, 1683, 471, 1703]
paragraph: Οι δουλευταί κ. κ. Α. Τσουκαλάς και Μάτσιος μετά τον αναγνωρισθέντα των ιερών οργάνων των λαών του Πειραιώς, επισκέφθησαν τον κ. πρωθυπουργόν και του εξέθεσαν τας παραπομπάς και την κατάστασιν του λαού διά το ζήτημα των προσφυγικών εργατικών. Ο κ. πρωθυπουργός υπεσχέθη να μεριμνήση σχετικώς.: [802, 1938, 1061, 2080]
divider: [40, 1131, 291, 1133]
divider: [1075, 1695, 1320, 1697]
ad-kour-sub: Κάθε ώρα και φρέσκα στο: [587, 1919, 746, 1933]
paragraph: Εγνώσθη χθες, και εξηκριβώθη κατόπιν, ότι ομάς στασιαστών Κρητών του Γόπαρην και του Φουρθάκην είχεν αποβιβασθή κρυφίως εις τον Πειραιά, μετ' αυτών δε και 150 περίπου κληρικών. Εκ τούτου ο πρώτος μερίμνης του Δημάρχου Πειραιώς δια την ησυχίαν της πόλεως ανέλαβεν η αστυνομία.: [1075, 1094, 1320, 1236]
paragraph: μειοδοτικόν διαγωνισμόν δια την προμήθειαν άρτου και κρέατος δια το πρώτον εξάμηνον του 1917. Πληροφορίαι παρά τοις Γραφείοις του Ορφανοτροφείου.: [40, 1314, 291, 1391]
theatre-title: ΘΕΑΤΡΑ: [40, 877, 137, 904]
ad-choir-sub: ΕΛΛΗΝΩΝ ΚΑΛΛΙΤΕΧΝΩΝ: [332, 1454, 500, 1468]
banner-title: ΤΕΛΕΥΤΑΙΑ ΩΡΑ: [786, 147, 1329, 215]
subhead-police: ΕΛΕΓΧΟΣ ΤΗΣ ΑΣΤΥΝΟΜΙΑΣ: [68, 597, 263, 611]
paragraph: Κατά την εξακρίβωσιν του πρωινού επεισοδίου, ο Γάλλος διοικητής του αγήματος εξέφρασε την λύπην του δια τα συμβάντα και ανεκοίνωσεν ότι θα συνεργασθή με την Ελληνικήν αρχήν προς αποκατάστασιν της τάξεως.: [1332, 1315, 1576, 1408]
